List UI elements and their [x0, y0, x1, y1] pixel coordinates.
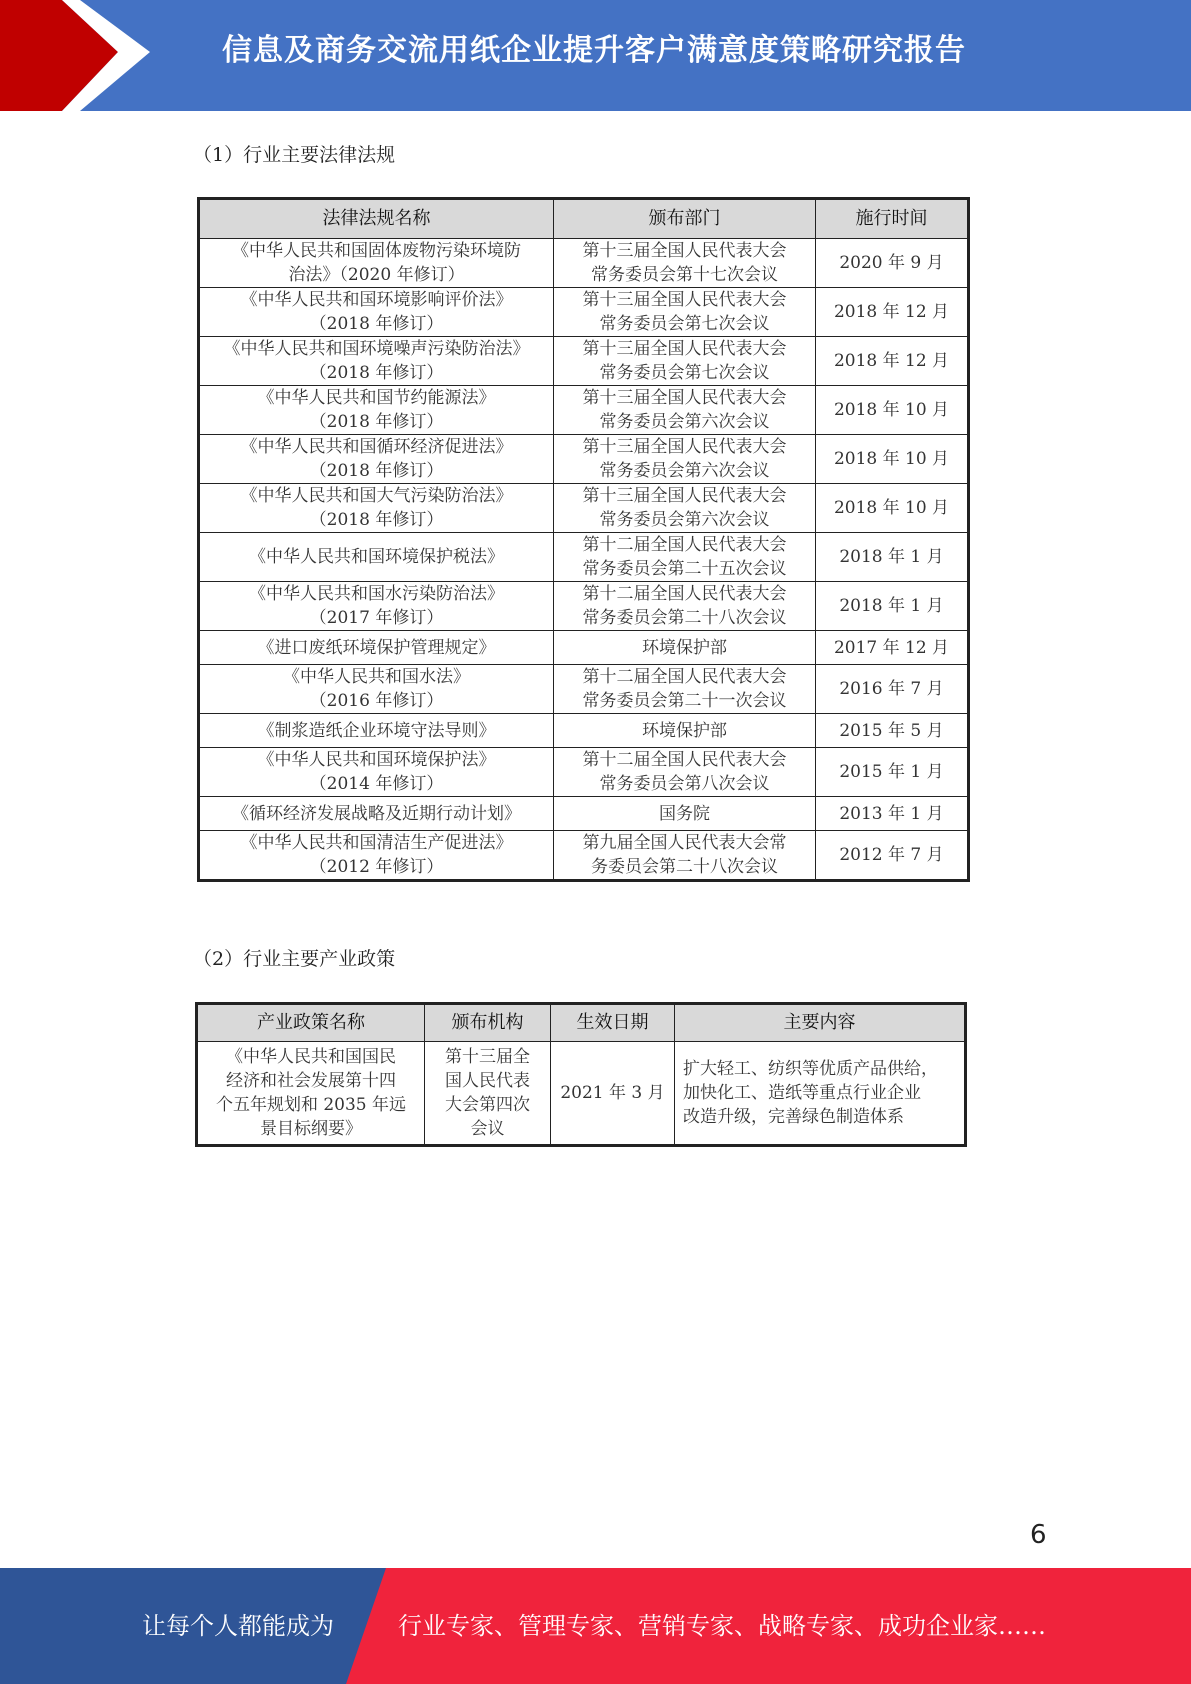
cell-line: 《中华人民共和国国民 [226, 1047, 396, 1067]
issuing-dept-cell [554, 484, 816, 533]
cell-line: （2016 年修订） [309, 691, 444, 711]
table-header-row [199, 199, 969, 239]
cell-line: 第十三届全国人民代表大会 [582, 339, 787, 359]
cell-line: 第十三届全国人民代表大会 [582, 241, 787, 261]
law-name-cell [199, 533, 554, 582]
cell-line: 会议 [470, 1119, 505, 1139]
header-arrow-decoration [0, 0, 160, 111]
industry-policy-table [195, 1002, 967, 1147]
table-row [199, 337, 969, 386]
cell-line: 大会第四次 [445, 1095, 530, 1115]
issuing-dept-cell [554, 435, 816, 484]
issuing-dept-cell [554, 533, 816, 582]
law-name-cell [199, 386, 554, 435]
column-header: 颁布机构 [425, 1004, 551, 1042]
law-name-cell [199, 631, 554, 665]
law-name-cell [199, 748, 554, 797]
cell-line: （2018 年修订） [309, 363, 444, 383]
cell-line: 《中华人民共和国环境影响评价法》 [240, 290, 513, 310]
cell-line: 《循环经济发展战略及近期行动计划》 [232, 803, 521, 824]
laws-regulations-table [197, 197, 970, 882]
cell-line: 第十三届全国人民代表大会 [582, 486, 787, 506]
cell-line: （2018 年修订） [309, 314, 444, 334]
effective-date-cell: 2012 年 7 月 [816, 831, 969, 881]
column-header: 产业政策名称 [197, 1004, 425, 1042]
issuing-dept-cell [554, 239, 816, 288]
column-header: 生效日期 [551, 1004, 675, 1042]
cell-line: 第十二届全国人民代表大会 [582, 535, 787, 555]
law-name-cell [199, 239, 554, 288]
cell-line: 《中华人民共和国环境保护法》 [257, 750, 496, 770]
section-2-heading: （2）行业主要产业政策 [193, 948, 396, 970]
effective-date-cell: 2016 年 7 月 [816, 665, 969, 714]
cell-line: 第十三届全国人民代表大会 [582, 437, 787, 457]
cell-line: 《中华人民共和国水污染防治法》 [249, 584, 504, 604]
cell-line: 改造升级，完善绿色制造体系 [683, 1107, 904, 1127]
cell-line: 第十二届全国人民代表大会 [582, 584, 787, 604]
cell-line: 《中华人民共和国节约能源法》 [257, 388, 496, 408]
cell-line: 常务委员会第十七次会议 [591, 265, 778, 285]
page-footer [0, 1568, 1191, 1684]
cell-line: 扩大轻工、纺织等优质产品供给， [683, 1059, 938, 1079]
cell-line: 第十三届全 [445, 1047, 530, 1067]
effective-date-cell: 2015 年 1 月 [816, 748, 969, 797]
law-name-cell [199, 831, 554, 881]
cell-line: 《中华人民共和国环境保护税法》 [249, 547, 504, 567]
cell-line: 《中华人民共和国固体废物污染环境防 [232, 241, 521, 261]
cell-line: （2018 年修订） [309, 510, 444, 530]
cell-line: 国务院 [659, 803, 710, 824]
table-row [199, 631, 969, 665]
law-name-cell [199, 797, 554, 831]
table-row [199, 582, 969, 631]
cell-line: 第十二届全国人民代表大会 [582, 667, 787, 687]
issuing-dept-cell [554, 797, 816, 831]
cell-line: 常务委员会第六次会议 [599, 461, 770, 481]
issuing-dept-cell [554, 665, 816, 714]
footer-slogan-left: 让每个人都能成为 [142, 1612, 334, 1640]
policy-content-cell [675, 1042, 966, 1146]
law-name-cell [199, 484, 554, 533]
issuing-dept-cell [554, 288, 816, 337]
issuing-dept-cell [554, 631, 816, 665]
table-row [199, 239, 969, 288]
issuing-dept-cell [554, 386, 816, 435]
page-header [0, 0, 1191, 111]
cell-line: 《进口废纸环境保护管理规定》 [257, 637, 496, 658]
effective-date-cell: 2018 年 10 月 [816, 435, 969, 484]
cell-line: 第十二届全国人民代表大会 [582, 750, 787, 770]
cell-line: （2018 年修订） [309, 412, 444, 432]
cell-line: 常务委员会第二十八次会议 [582, 608, 787, 628]
cell-line: 《中华人民共和国大气污染防治法》 [240, 486, 513, 506]
section-1-heading: （1）行业主要法律法规 [193, 144, 396, 166]
effective-date-cell: 2015 年 5 月 [816, 714, 969, 748]
effective-date-cell: 2021 年 3 月 [551, 1042, 675, 1146]
table-row [199, 665, 969, 714]
issuing-dept-cell [554, 582, 816, 631]
cell-line: 经济和社会发展第十四 [226, 1071, 396, 1091]
table-row [199, 831, 969, 881]
table-row [199, 748, 969, 797]
cell-line: 常务委员会第二十一次会议 [582, 691, 787, 711]
column-header: 施行时间 [816, 199, 969, 239]
law-name-cell [199, 288, 554, 337]
cell-line: （2018 年修订） [309, 461, 444, 481]
cell-line: 常务委员会第七次会议 [599, 314, 770, 334]
table-row [199, 484, 969, 533]
footer-slogan-right: 行业专家、管理专家、营销专家、战略专家、成功企业家…… [398, 1612, 1046, 1640]
cell-line: 第十三届全国人民代表大会 [582, 290, 787, 310]
table-row [199, 386, 969, 435]
cell-line: 《中华人民共和国环境噪声污染防治法》 [223, 339, 530, 359]
law-name-cell [199, 435, 554, 484]
law-name-cell [199, 582, 554, 631]
effective-date-cell: 2018 年 10 月 [816, 484, 969, 533]
cell-line: 《中华人民共和国水法》 [283, 667, 470, 687]
cell-line: 常务委员会第八次会议 [599, 774, 770, 794]
cell-line: 常务委员会第六次会议 [599, 412, 770, 432]
table-row [199, 797, 969, 831]
policy-name-cell [197, 1042, 425, 1146]
cell-line: 常务委员会第二十五次会议 [582, 559, 787, 579]
table-row [199, 533, 969, 582]
cell-line: （2017 年修订） [309, 608, 444, 628]
issuing-dept-cell [554, 337, 816, 386]
effective-date-cell: 2018 年 12 月 [816, 288, 969, 337]
issuing-agency-cell [425, 1042, 551, 1146]
effective-date-cell: 2018 年 1 月 [816, 582, 969, 631]
cell-line: （2012 年修订） [309, 857, 444, 877]
table-header-row [197, 1004, 966, 1042]
law-name-cell [199, 665, 554, 714]
table-row [199, 714, 969, 748]
report-title: 信息及商务交流用纸企业提升客户满意度策略研究报告 [222, 33, 966, 68]
effective-date-cell: 2017 年 12 月 [816, 631, 969, 665]
column-header: 颁布部门 [554, 199, 816, 239]
cell-line: 个五年规划和 2035 年远 [215, 1095, 407, 1115]
cell-line: 务委员会第二十八次会议 [591, 857, 778, 877]
column-header: 主要内容 [675, 1004, 966, 1042]
issuing-dept-cell [554, 714, 816, 748]
page-number: 6 [1030, 1520, 1047, 1550]
cell-line: 第九届全国人民代表大会常 [582, 833, 787, 853]
cell-line: 环境保护部 [642, 637, 727, 658]
law-name-cell [199, 337, 554, 386]
cell-line: 国人民代表 [445, 1071, 530, 1091]
cell-line: 景目标纲要》 [260, 1119, 362, 1139]
cell-line: 第十三届全国人民代表大会 [582, 388, 787, 408]
issuing-dept-cell [554, 748, 816, 797]
cell-line: 常务委员会第六次会议 [599, 510, 770, 530]
cell-line: 常务委员会第七次会议 [599, 363, 770, 383]
effective-date-cell: 2018 年 12 月 [816, 337, 969, 386]
cell-line: 加快化工、造纸等重点行业企业 [683, 1083, 921, 1103]
cell-line: 《制浆造纸企业环境守法导则》 [257, 720, 496, 741]
table-row [199, 288, 969, 337]
cell-line: 环境保护部 [642, 720, 727, 741]
table-row [197, 1042, 966, 1146]
cell-line: （2014 年修订） [309, 774, 444, 794]
cell-line: 治法》（2020 年修订） [288, 265, 465, 285]
effective-date-cell: 2013 年 1 月 [816, 797, 969, 831]
law-name-cell [199, 714, 554, 748]
effective-date-cell: 2020 年 9 月 [816, 239, 969, 288]
table-row [199, 435, 969, 484]
cell-line: 《中华人民共和国循环经济促进法》 [240, 437, 513, 457]
column-header: 法律法规名称 [199, 199, 554, 239]
cell-line: 《中华人民共和国清洁生产促进法》 [240, 833, 513, 853]
effective-date-cell: 2018 年 10 月 [816, 386, 969, 435]
issuing-dept-cell [554, 831, 816, 881]
effective-date-cell: 2018 年 1 月 [816, 533, 969, 582]
